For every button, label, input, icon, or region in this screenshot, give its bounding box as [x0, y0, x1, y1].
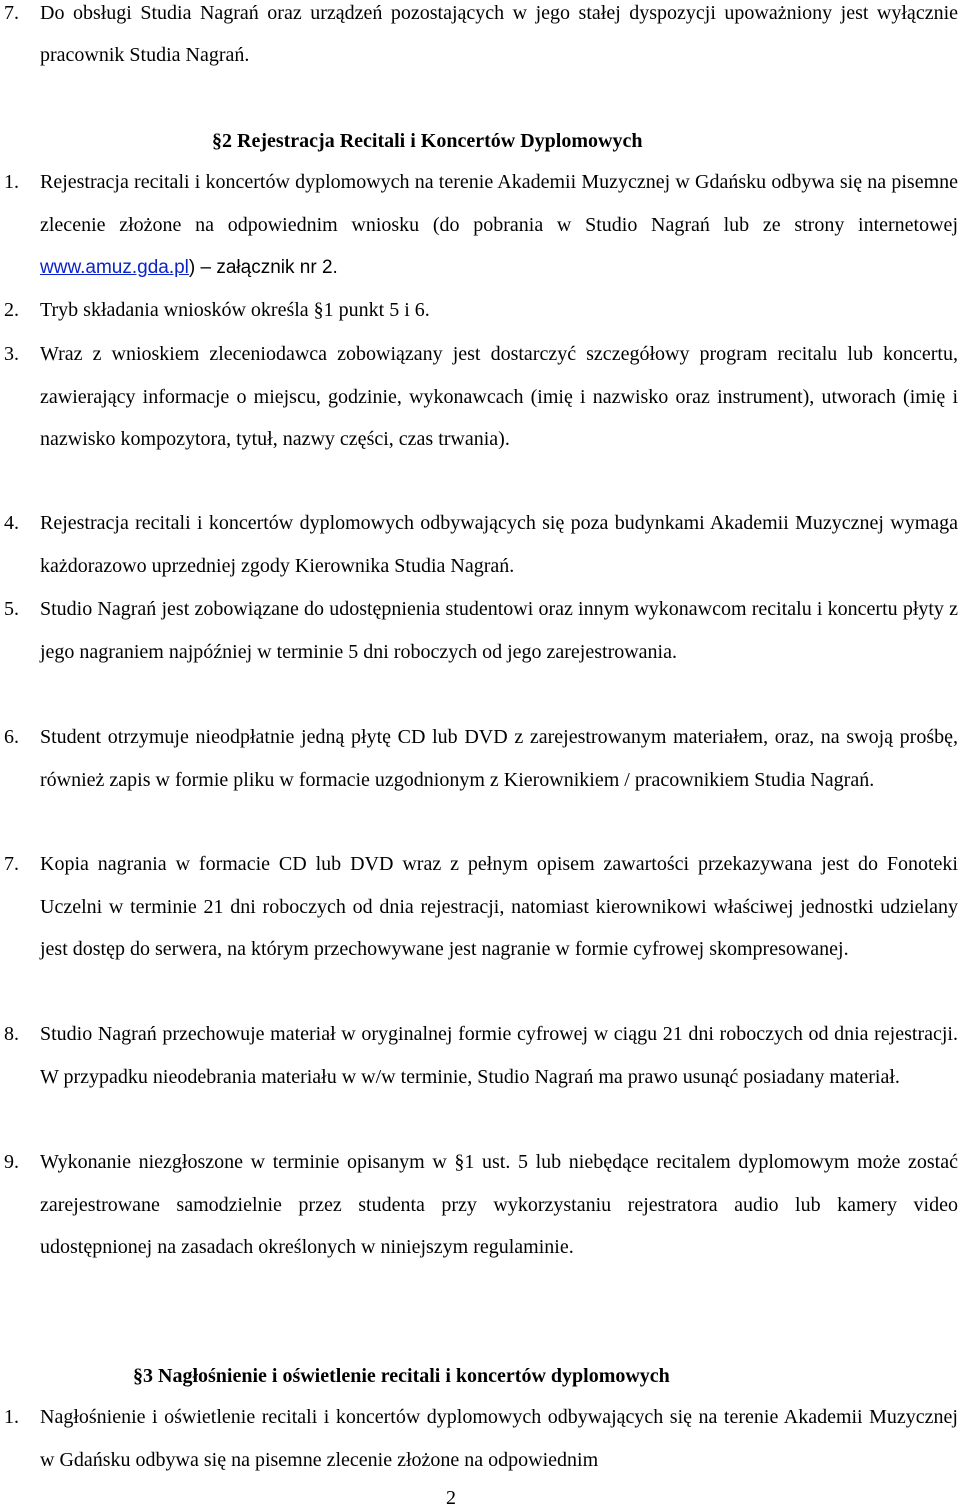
item-text: Student otrzymuje nieodpłatnie jedną płytę CD lub DVD z zarejestrowanym materiałem, oraz, na swoją prośbę, również zapis w formie pliku w formacie uzgodnionym z Kierownikiem / pracownikiem Studia Nagrań.	[40, 726, 958, 791]
section-2-heading: §2 Rejestracja Recitali i Koncertów Dyplomowych	[212, 130, 643, 152]
item-number: 1.	[4, 171, 19, 193]
item-text: Rejestracja recitali i koncertów dyplomowych na terenie Akademii Muzycznej w Gdańsku odbywa się na pisemne zlecenie złożone na odpowiednim wniosku (do pobrania w Studio Nagrań lub ze strony internetowej www.amuz.gda.pl) – załącznik nr 2.	[40, 171, 958, 278]
item-number: 7.	[4, 2, 19, 24]
item-number: 5.	[4, 598, 19, 620]
item-text: Studio Nagrań przechowuje materiał w oryginalnej formie cyfrowej w ciągu 21 dni roboczych od dnia rejestracji. W przypadku nieodebrania materiału w w/w terminie, Studio Nagrań ma prawo usunąć posiadany materiał.	[40, 1023, 958, 1088]
item-text: Wraz z wnioskiem zleceniodawca zobowiązany jest dostarczyć szczegółowy program recitalu lub koncertu, zawierający informacje o miejscu, godzinie, wykonawcach (imię i nazwisko oraz instrument), utworach (imię i nazwisko kompozytora, tytuł, nazwy części, czas trwania).	[40, 343, 958, 450]
item-text: Wykonanie niezgłoszone w terminie opisanym w §1 ust. 5 lub niebędące recitalem dyplomowym może zostać zarejestrowane samodzielnie przez studenta przy wykorzystaniu rejestratora audio lub kamery video udostępnionej na zasadach określonych w niniejszym regulaminie.	[40, 1151, 958, 1258]
section2-item-7	[0, 843, 958, 971]
list-item-7-top	[0, 0, 958, 76]
section2-item-2	[0, 289, 958, 332]
website-link[interactable]: www.amuz.gda.pl	[40, 257, 189, 278]
section2-item-3	[0, 333, 958, 461]
item-number: 4.	[4, 512, 19, 534]
item-number: 7.	[4, 853, 19, 875]
item-text: Tryb składania wniosków określa §1 punkt 5 i 6.	[40, 299, 430, 321]
item-number: 6.	[4, 726, 19, 748]
item-number: 8.	[4, 1023, 19, 1045]
section2-item-9	[0, 1141, 958, 1269]
item-text: Nagłośnienie i oświetlenie recitali i koncertów dyplomowych odbywających się na terenie Akademii Muzycznej w Gdańsku odbywa się na pisemne zlecenie złożone na odpowiednim	[40, 1406, 958, 1471]
item-number: 9.	[4, 1151, 19, 1173]
item-text: Studio Nagrań jest zobowiązane do udostępnienia studentowi oraz innym wykonawcom recitalu i koncertu płyty z jego nagraniem najpóźniej w terminie 5 dni roboczych od jego zarejestrowania.	[40, 598, 958, 663]
item-text: Do obsługi Studia Nagrań oraz urządzeń pozostających w jego stałej dyspozycji upoważniony jest wyłącznie pracownik Studia Nagrań.	[40, 2, 958, 66]
section-3-heading: §3 Nagłośnienie i oświetlenie recitali i koncertów dyplomowych	[133, 1365, 670, 1387]
section2-item-1	[0, 161, 958, 290]
item-number: 3.	[4, 343, 19, 365]
section2-item-5	[0, 588, 958, 673]
section2-item-4	[0, 502, 958, 587]
item-number: 1.	[4, 1406, 19, 1428]
item-number: 2.	[4, 299, 19, 321]
item-text: Rejestracja recitali i koncertów dyplomowych odbywających się poza budynkami Akademii Muzycznej wymaga każdorazowo uprzedniej zgody Kierownika Studia Nagrań.	[40, 512, 958, 577]
page-number: 2	[446, 1487, 456, 1509]
section3-item-1	[0, 1396, 958, 1481]
item-text: Kopia nagrania w formacie CD lub DVD wraz z pełnym opisem zawartości przekazywana jest do Fonoteki Uczelni w terminie 21 dni roboczych od dnia rejestracji, natomiast kierownikowi właściwej jednostki udzielany jest dostęp do serwera, na którym przechowywane jest nagranie w formie cyfrowej skompresowanej.	[40, 853, 958, 960]
section2-item-8	[0, 1013, 958, 1098]
section2-item-6	[0, 716, 958, 801]
